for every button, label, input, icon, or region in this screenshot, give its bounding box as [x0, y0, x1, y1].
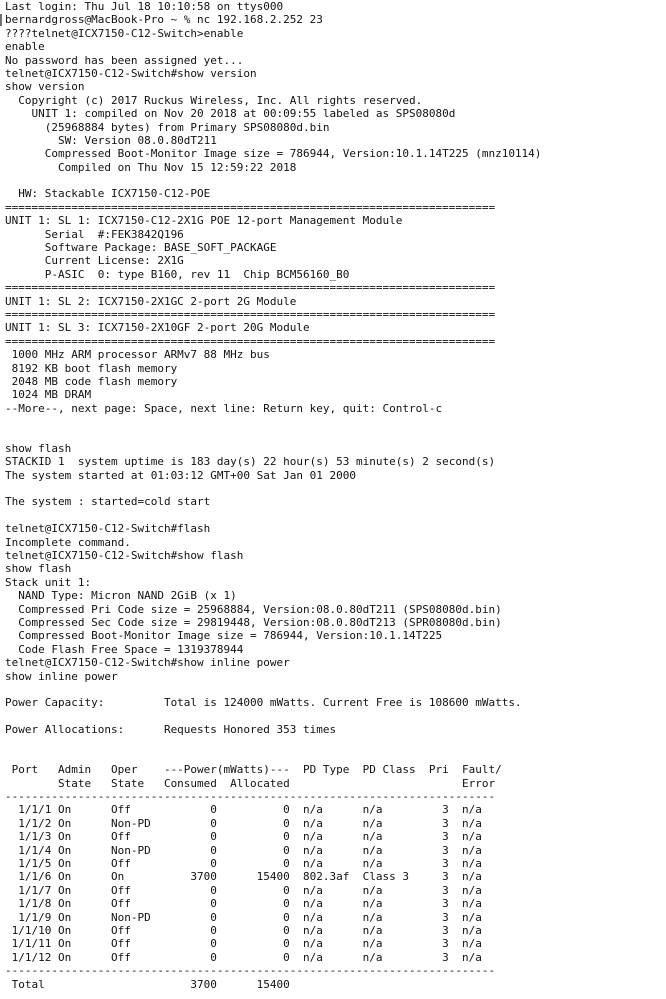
terminal-line: UNIT 1: SL 1: ICX7150-C12-2X1G POE 12-port Management Module: [5, 214, 403, 228]
terminal-line: Compressed Boot-Monitor Image size = 786944, Version:10.1.14T225: [5, 629, 443, 643]
terminal-line: 1/1/8 On Off 0 0 n/a n/a 3 n/a: [5, 897, 482, 911]
terminal-line: Power Allocations: Requests Honored 353 times: [5, 723, 337, 737]
terminal-line: 1000 MHz ARM processor ARMv7 88 MHz bus: [5, 348, 270, 362]
terminal-line: STACKID 1 system uptime is 183 day(s) 22 hour(s) 53 minute(s) 2 second(s): [5, 455, 496, 469]
terminal-line: [5, 415, 666, 428]
terminal-line: --------------------------------------------------------------------------: [5, 964, 496, 978]
terminal-line: Stack unit 1:: [5, 575, 92, 589]
terminal-line: Code Flash Free Space = 1319378944: [5, 642, 244, 656]
terminal-line: [5, 683, 666, 696]
terminal-line: Total 3700 15400: [5, 977, 290, 991]
terminal-line: --------------------------------------------------------------------------: [5, 790, 496, 804]
terminal-line: show inline power: [5, 669, 118, 683]
terminal-line: 1/1/7 On Off 0 0 n/a n/a 3 n/a: [5, 883, 482, 897]
terminal-line: Serial #:FEK3842Q196: [5, 227, 184, 241]
terminal-line: ????telnet@ICX7150-C12-Switch>enable: [5, 26, 244, 40]
terminal-line: telnet@ICX7150-C12-Switch#flash: [5, 522, 211, 536]
terminal-line: ==========================================================================: [5, 307, 496, 321]
terminal-line: 1/1/6 On On 3700 15400 802.3af Class 3 3 n/a: [5, 870, 482, 884]
terminal-line: Compressed Sec Code size = 29819448, Version:08.0.80dT213 (SPR08080d.bin): [5, 615, 502, 629]
terminal-line: SW: Version 08.0.80dT211: [5, 133, 217, 147]
terminal-line: Last login: Thu Jul 18 10:10:58 on ttys000: [5, 0, 284, 13]
terminal-line: 2048 MB code flash memory: [5, 374, 178, 388]
terminal-line: show flash: [5, 562, 72, 576]
terminal-line: No password has been assigned yet...: [5, 53, 244, 67]
terminal-line: show version: [5, 80, 85, 94]
terminal-line: [5, 482, 666, 495]
terminal-line: bernardgross@MacBook-Pro ~ % nc 192.168.2.252 23: [5, 13, 323, 27]
terminal-line: UNIT 1: SL 2: ICX7150-2X1GC 2-port 2G Module: [5, 294, 297, 308]
terminal-line: [5, 736, 666, 749]
terminal-line: Incomplete command.: [5, 535, 131, 549]
terminal-line: --More--, next page: Space, next line: Return key, quit: Control-c: [5, 401, 443, 415]
terminal-line: (25968884 bytes) from Primary SPS08080d.bin: [5, 120, 330, 134]
terminal-line: Port Admin Oper ---Power(mWatts)--- PD Type PD Class Pri Fault/: [5, 763, 502, 777]
terminal-line: [5, 429, 666, 442]
terminal-line: 1/1/10 On Off 0 0 n/a n/a 3 n/a: [5, 923, 482, 937]
terminal-line: Compressed Pri Code size = 25968884, Version:08.0.80dT211 (SPS08080d.bin): [5, 602, 502, 616]
terminal-line: 1/1/3 On Off 0 0 n/a n/a 3 n/a: [5, 830, 482, 844]
terminal-line: HW: Stackable ICX7150-C12-POE: [5, 187, 211, 201]
terminal-line: Current License: 2X1G: [5, 254, 184, 268]
terminal-line: 1/1/4 On Non-PD 0 0 n/a n/a 3 n/a: [5, 843, 482, 857]
terminal-line: ==========================================================================: [5, 281, 496, 295]
terminal-line: [5, 509, 666, 522]
text-cursor: [0, 14, 2, 26]
terminal-line: telnet@ICX7150-C12-Switch#show inline power: [5, 656, 290, 670]
terminal-line: [5, 174, 666, 187]
terminal-line: 1/1/9 On Non-PD 0 0 n/a n/a 3 n/a: [5, 910, 482, 924]
terminal-line: show flash: [5, 441, 72, 455]
terminal-line: 1/1/11 On Off 0 0 n/a n/a 3 n/a: [5, 937, 482, 951]
terminal-line: 1/1/1 On Off 0 0 n/a n/a 3 n/a: [5, 803, 482, 817]
terminal-line: 8192 KB boot flash memory: [5, 361, 178, 375]
terminal-line: UNIT 1: compiled on Nov 20 2018 at 00:09:55 labeled as SPS08080d: [5, 107, 456, 121]
terminal-line: 1/1/12 On Off 0 0 n/a n/a 3 n/a: [5, 950, 482, 964]
terminal-line: Software Package: BASE_SOFT_PACKAGE: [5, 241, 277, 255]
terminal-line: Power Capacity: Total is 124000 mWatts. Current Free is 108600 mWatts.: [5, 696, 522, 710]
terminal-line: 1024 MB DRAM: [5, 388, 92, 402]
terminal-line: telnet@ICX7150-C12-Switch#show version: [5, 66, 257, 80]
terminal-line: State State Consumed Allocated Error: [5, 776, 496, 790]
terminal-line: The system started at 01:03:12 GMT+00 Sat Jan 01 2000: [5, 468, 356, 482]
terminal-line: 1/1/2 On Non-PD 0 0 n/a n/a 3 n/a: [5, 816, 482, 830]
terminal-line: Copyright (c) 2017 Ruckus Wireless, Inc. All rights reserved.: [5, 93, 423, 107]
terminal-line: The system : started=cold start: [5, 495, 211, 509]
terminal-line: P-ASIC 0: type B160, rev 11 Chip BCM56160_B0: [5, 267, 350, 281]
terminal-line: NAND Type: Micron NAND 2GiB (x 1): [5, 589, 237, 603]
terminal-line: ==========================================================================: [5, 200, 496, 214]
terminal-line: UNIT 1: SL 3: ICX7150-2X10GF 2-port 20G Module: [5, 321, 310, 335]
terminal-line: [5, 710, 666, 723]
terminal-line: Compressed Boot-Monitor Image size = 786944, Version:10.1.14T225 (mnz10114): [5, 147, 542, 161]
terminal-line: telnet@ICX7150-C12-Switch#show flash: [5, 549, 244, 563]
terminal-line: Compiled on Thu Nov 15 12:59:22 2018: [5, 160, 297, 174]
terminal-line: ==========================================================================: [5, 334, 496, 348]
terminal-line: [5, 750, 666, 763]
terminal-line: enable: [5, 40, 45, 54]
terminal-line: 1/1/5 On Off 0 0 n/a n/a 3 n/a: [5, 857, 482, 870]
